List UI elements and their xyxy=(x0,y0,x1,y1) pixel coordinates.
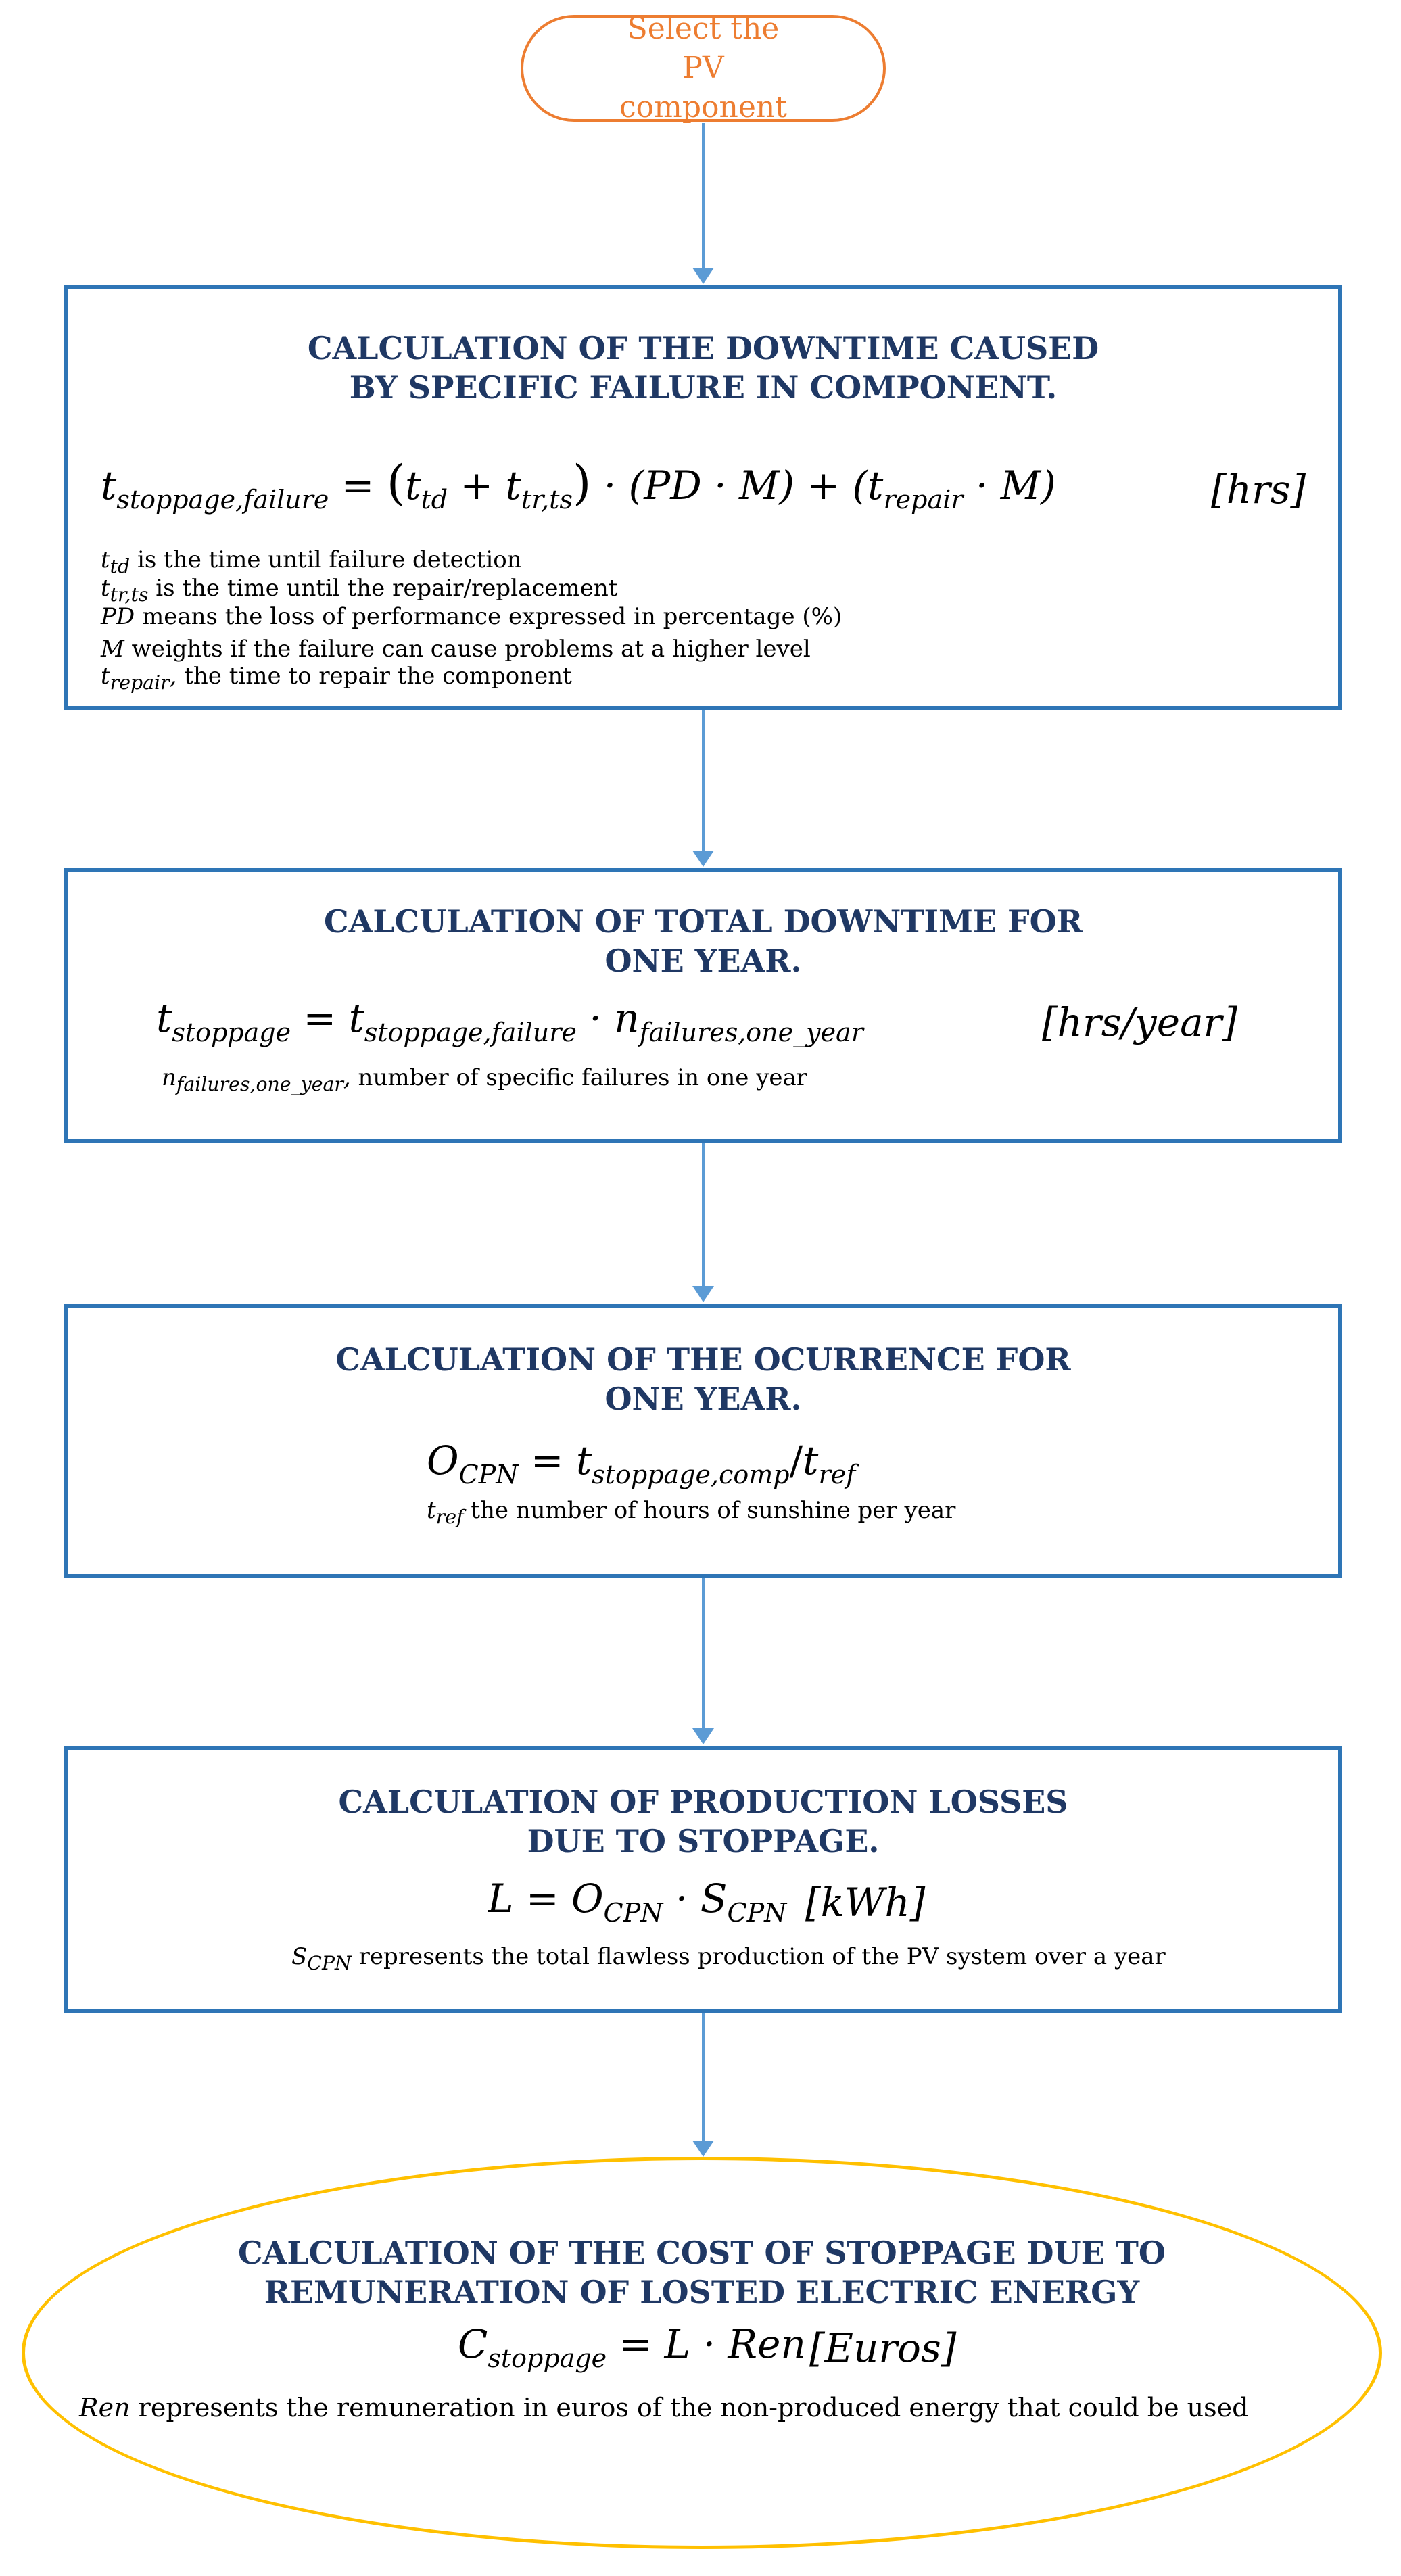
total-downtime-formula xyxy=(156,991,1103,1052)
production-losses-title: CALCULATION OF PRODUCTION LOSSES DUE TO STOPPAGE. xyxy=(338,1784,1068,1859)
occurrence-formula xyxy=(427,1433,1035,1494)
total-downtime-box xyxy=(64,868,1342,1143)
production-losses-box xyxy=(64,1746,1342,2013)
svg-text:tstoppage,failure = (ttd + ttr: $t_{stoppage,failure} = (t_{td} + t_{tr,ts}) \cdot (PD \cdot M) + (t_{repair} \cdot M)$ xyxy=(101,457,1056,515)
note-t-td: $t_{td}$ is the time until failure detection xyxy=(101,546,522,577)
note-m: M weights if the failure can cause problems at a higher level xyxy=(101,636,811,663)
occurrence-box xyxy=(64,1304,1342,1578)
cost-of-stoppage-unit: [Euros] xyxy=(809,2325,957,2371)
arrow-box1-to-box2 xyxy=(692,709,714,867)
note-pd: PD means the loss of performance expressed in percentage (%) xyxy=(101,603,842,630)
occurrence-title: CALCULATION OF THE OCURRENCE FOR ONE YEAR. xyxy=(335,1341,1071,1417)
note-ren: Ren represents the remuneration in euros of the non-produced energy that could be used xyxy=(79,2393,1249,2423)
arrow-box4-to-final xyxy=(692,2011,714,2157)
downtime-failure-unit: [hrs] xyxy=(1211,467,1306,512)
svg-text:tstoppage = tstoppage,failure: $t_{stoppage} = t_{stoppage,failure} \cdot n_{failures,one\_year}$ xyxy=(156,995,863,1047)
total-downtime-title: CALCULATION OF TOTAL DOWNTIME FOR ONE YEAR. xyxy=(324,903,1083,979)
note-n-failures: $n_{failures,one\_year}$, number of specific failures in one year xyxy=(162,1064,808,1095)
cost-of-stoppage-ellipse xyxy=(22,2157,1382,2549)
start-label: Select the PV component xyxy=(619,11,787,124)
arrow-start-to-box1 xyxy=(692,123,714,284)
svg-text:L = OCPN · SCPN: $L = O_{CPN} \cdot S_{CPN}$ xyxy=(488,1876,787,1928)
downtime-failure-box xyxy=(64,285,1342,710)
cost-of-stoppage-formula xyxy=(458,2317,836,2378)
arrow-box3-to-box4 xyxy=(692,1577,714,1744)
note-t-ref: $t_{ref}$ the number of hours of sunshine per year xyxy=(427,1497,956,1528)
cost-of-stoppage-title: CALCULATION OF THE COST OF STOPPAGE DUE TO REMUNERATION OF LOSTED ELECTRIC ENERGY xyxy=(238,2235,1166,2310)
arrow-box2-to-box3 xyxy=(692,1141,714,1302)
svg-text:OCPN = tstoppage,comp/tref: $O_{CPN} = t_{stoppage,comp}/t_{ref}$ xyxy=(427,1437,856,1489)
start-terminal xyxy=(521,11,886,124)
svg-text:Cstoppage = L · Ren: $C_{stoppage} = L$ · Ren xyxy=(458,2321,806,2373)
note-t-repair: $t_{repair}$, the time to repair the component xyxy=(101,663,572,694)
downtime-failure-title: CALCULATION OF THE DOWNTIME CAUSED BY SPECIFIC FAILURE IN COMPONENT. xyxy=(307,330,1099,406)
downtime-failure-formula xyxy=(101,457,1318,525)
production-losses-unit: [kWh] xyxy=(805,1880,926,1926)
note-t-tr-ts: $t_{tr,ts}$ is the time until the repair/replacement xyxy=(101,575,618,606)
note-s-cpn: $S_{CPN}$ represents the total flawless production of the PV system over a year xyxy=(291,1943,1166,1974)
total-downtime-unit: [hrs/year] xyxy=(1042,999,1238,1045)
